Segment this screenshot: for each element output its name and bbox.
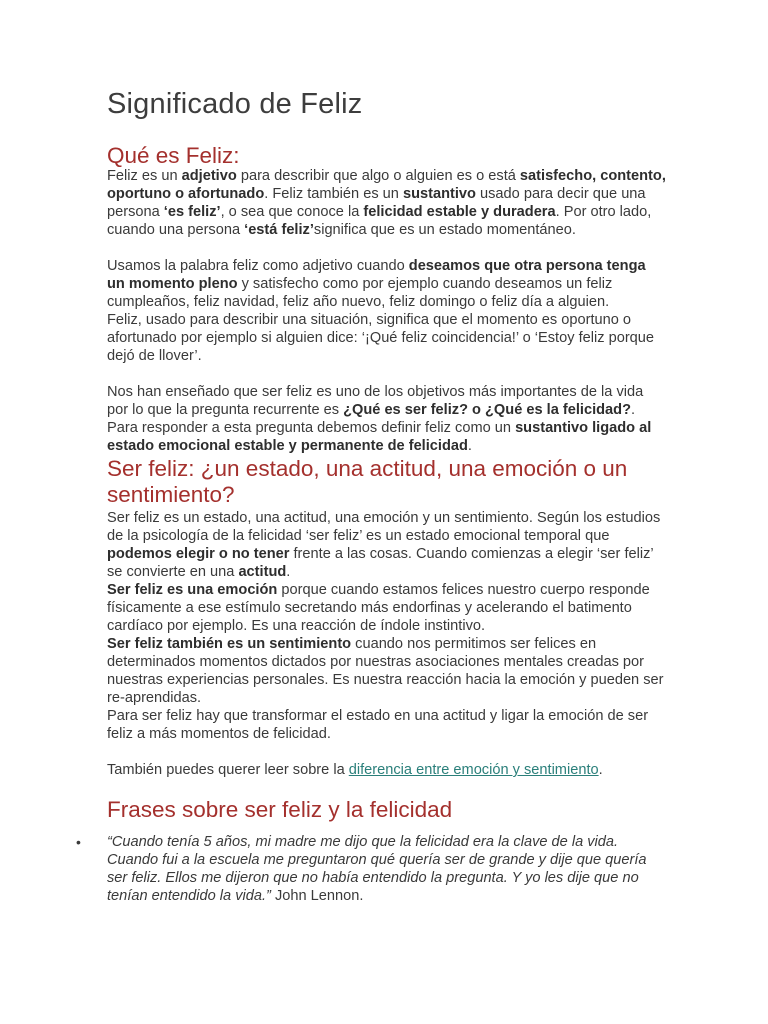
paragraph: Feliz, usado para describir una situación, significa que el momento es oportuno o afortunado por ejemplo si alguien dice: ‘¡Qué feliz coincidencia!’ o ‘Estoy feliz porque dejó de llover’. bbox=[107, 312, 655, 364]
bold-text: adjetivo bbox=[181, 168, 237, 184]
paragraph: Ser feliz es un estado, una actitud, una emoción y un sentimiento. Según los estudios de la psicología de la felicidad ‘ser feliz’ es un estado emocional temporal que podemos elegir o no tener frente a las cosas. Cuando comienzas a elegir ‘ser feliz’ se convierte en una actitud. bbox=[107, 510, 661, 580]
italic-quote-text: “Cuando tenía 5 años, mi madre me dijo que la felicidad era la clave de la vida. Cuando fui a la escuela me preguntaron qué quería ser de grande y dije que quería ser feliz. Ellos me dijeron que no había entendido la pregunta. Y yo les dije que no tenían entendido la vida.” bbox=[107, 834, 647, 904]
bold-text: felicidad estable y duradera bbox=[363, 204, 556, 220]
section-heading-que-es-feliz: Qué es Feliz: bbox=[107, 143, 240, 168]
heading-line: Ser feliz: ¿un estado, una actitud, una emoción o un bbox=[107, 456, 628, 481]
bold-text: deseamos que otra persona tenga un momento pleno bbox=[107, 258, 646, 292]
bold-text: satisfecho, contento, oportuno o afortunado bbox=[107, 168, 666, 202]
quote-list-item: “Cuando tenía 5 años, mi madre me dijo que la felicidad era la clave de la vida. Cuando fui a la escuela me preguntaron qué quería ser de grande y dije que quería ser feliz. Ellos me dijeron que no había entendido la pregunta. Y yo les dije que no tenían entendido la vida.” John Lennon. bbox=[107, 834, 647, 904]
paragraph: Ser feliz es una emoción porque cuando estamos felices nuestro cuerpo responde físicamente a ese estímulo secretando más endorfinas y acelerando el batimento cardíaco por ejemplo. Es una reacción de índole instintivo. bbox=[107, 582, 650, 634]
paragraph: Feliz es un adjetivo para describir que algo o alguien es o está satisfecho, contento, oportuno o afortunado. Feliz también es un sustantivo usado para decir que una persona ‘es feliz’, o sea que conoce la felicidad estable y duradera. Por otro lado, cuando una persona ‘está feliz’significa que es un estado momentáneo. bbox=[107, 168, 666, 238]
page-title: Significado de Feliz bbox=[107, 88, 363, 120]
related-article-link[interactable]: diferencia entre emoción y sentimiento bbox=[348, 762, 599, 778]
section-heading-frases: Frases sobre ser feliz y la felicidad bbox=[107, 797, 453, 822]
paragraph: Usamos la palabra feliz como adjetivo cuando deseamos que otra persona tenga un momento pleno y satisfecho como por ejemplo cuando deseamos un feliz cumpleaños, feliz navidad, feliz año nuevo, feliz domingo o feliz día a alguien. bbox=[107, 258, 646, 310]
section-heading-ser-feliz bbox=[107, 456, 627, 508]
bold-text: ¿Qué es ser feliz? o ¿Qué es la felicidad? bbox=[343, 402, 631, 418]
bold-text: Ser feliz es una emoción bbox=[107, 582, 278, 598]
bold-text: sustantivo ligado al estado emocional estable y permanente de felicidad bbox=[107, 420, 652, 454]
paragraph: Nos han enseñado que ser feliz es uno de los objetivos más importantes de la vida por lo que la pregunta recurrente es ¿Qué es ser feliz? o ¿Qué es la felicidad?. Para responder a esta pregunta debemos definir feliz como un sustantivo ligado al estado emocional estable y permanente de felicidad. bbox=[107, 384, 652, 454]
paragraph-see-also: También puedes querer leer sobre la diferencia entre emoción y sentimiento. bbox=[107, 762, 603, 778]
bold-text: sustantivo bbox=[402, 186, 476, 202]
bold-text: Ser feliz también es un sentimiento bbox=[107, 636, 352, 652]
bold-text: ‘está feliz’ bbox=[244, 222, 314, 238]
bold-text: podemos elegir o no tener bbox=[107, 546, 290, 562]
bold-text: actitud bbox=[238, 564, 287, 580]
bold-text: ‘es feliz’ bbox=[163, 204, 221, 220]
paragraph: Ser feliz también es un sentimiento cuando nos permitimos ser felices en determinados momentos dictados por nuestras asociaciones mentales creadas por nuestras experiencias personales. Es nuestra reacción hacia la emoción y pueden ser re-aprendidas. bbox=[107, 636, 664, 706]
heading-line: sentimiento? bbox=[107, 482, 235, 507]
bullet-icon: • bbox=[76, 834, 81, 850]
paragraph: Para ser feliz hay que transformar el estado en una actitud y ligar la emoción de ser feliz a más momentos de felicidad. bbox=[107, 708, 649, 742]
